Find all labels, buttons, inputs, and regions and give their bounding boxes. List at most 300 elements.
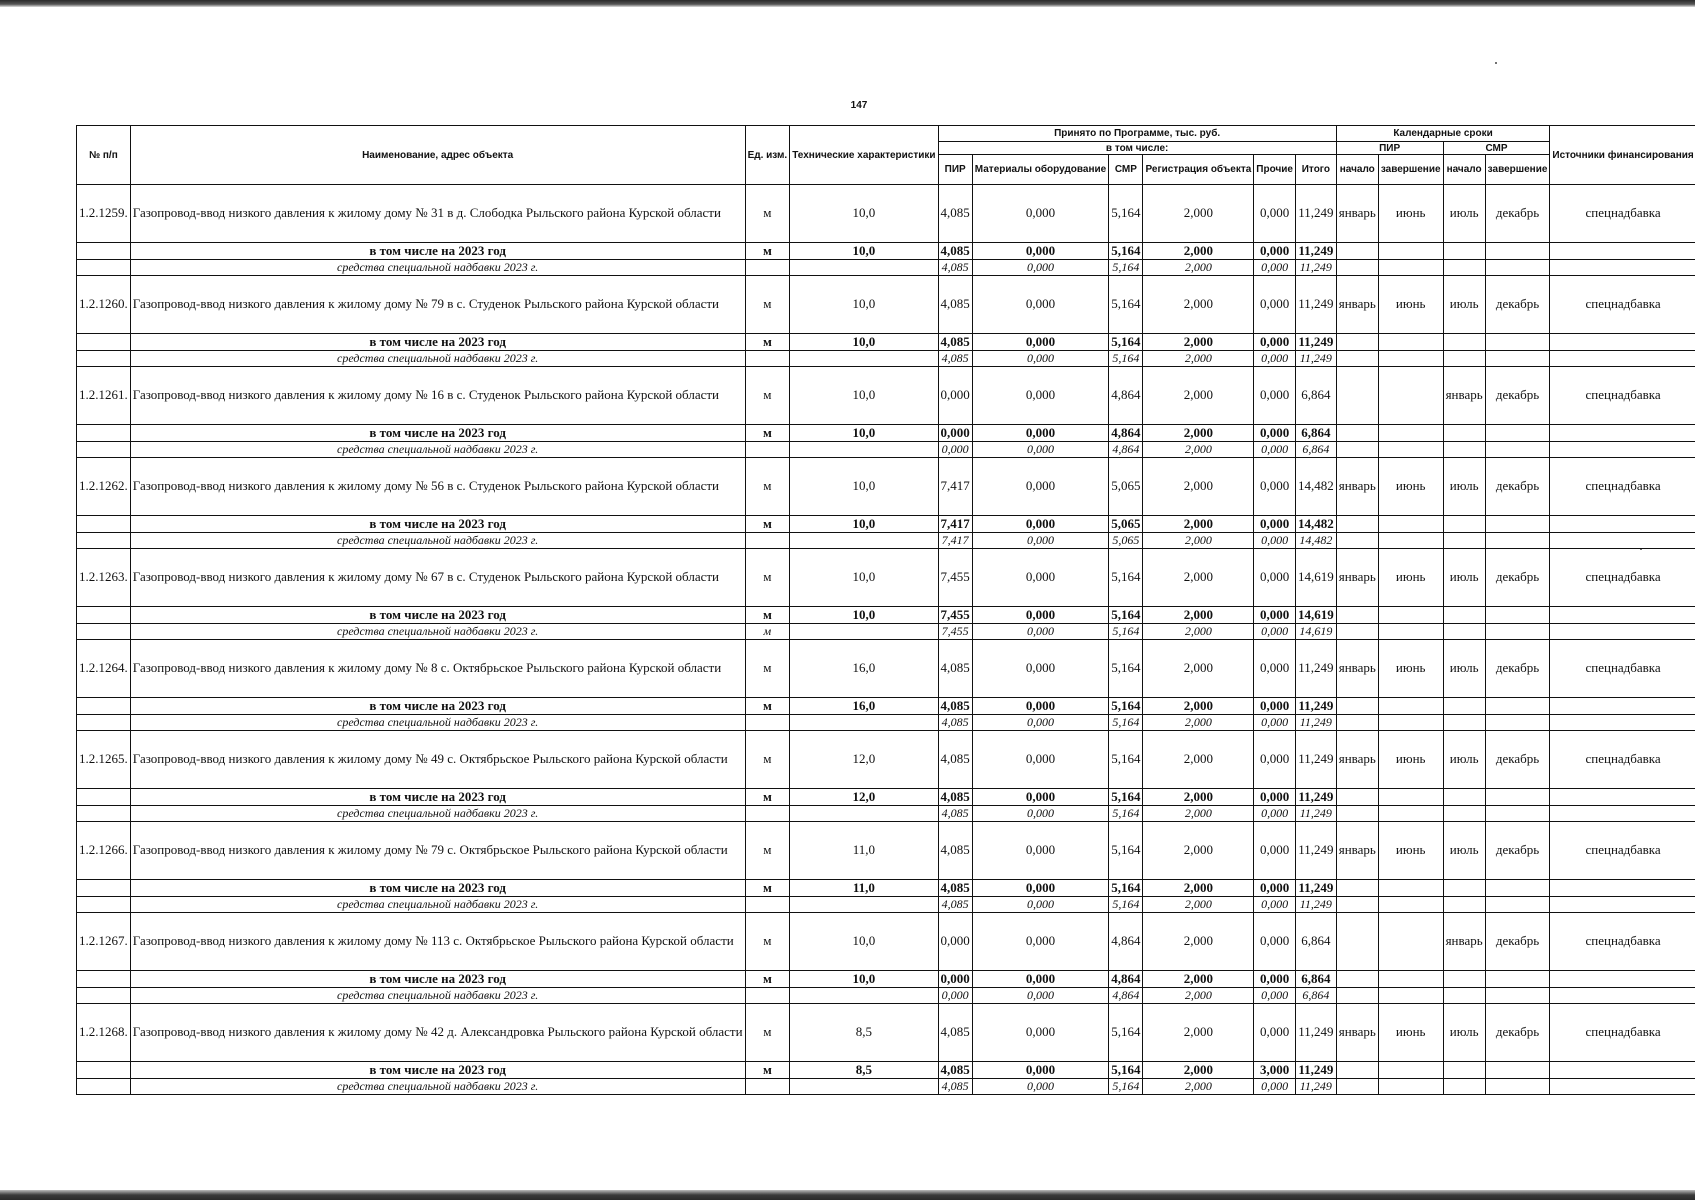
year-subtotal-row xyxy=(77,971,1695,988)
tech-cell: 10,0 xyxy=(790,425,938,442)
materials-cell: 0,000 xyxy=(972,243,1108,260)
pir-end-cell xyxy=(1378,533,1443,549)
pir-end-cell xyxy=(1378,988,1443,1004)
other-cell: 0,000 xyxy=(1254,185,1296,243)
header-materials: Материалы оборудование xyxy=(972,155,1108,185)
header-unit: Ед. изм. xyxy=(745,126,790,185)
materials-cell: 0,000 xyxy=(972,260,1108,276)
row-number xyxy=(77,351,131,367)
other-cell: 0,000 xyxy=(1254,789,1296,806)
pir-cell: 7,455 xyxy=(938,549,972,607)
source-cell xyxy=(1550,516,1695,533)
fund-label: средства специальной надбавки 2023 г. xyxy=(130,806,745,822)
fund-label: средства специальной надбавки 2023 г. xyxy=(130,351,745,367)
pir-start-cell xyxy=(1336,789,1378,806)
smr-cell: 5,164 xyxy=(1109,789,1143,806)
object-name: Газопровод-ввод низкого давления к жилому дому № 113 с. Октябрьское Рыльского района Курской области xyxy=(130,913,745,971)
total-cell: 6,864 xyxy=(1295,971,1336,988)
row-number xyxy=(77,880,131,897)
pir-start-cell xyxy=(1336,425,1378,442)
materials-cell: 0,000 xyxy=(972,731,1108,789)
other-cell: 3,000 xyxy=(1254,1062,1296,1079)
row-number xyxy=(77,334,131,351)
smr-end-cell xyxy=(1485,789,1550,806)
pir-end-cell: июнь xyxy=(1378,458,1443,516)
smr-start-cell xyxy=(1443,607,1485,624)
smr-end-cell: декабрь xyxy=(1485,185,1550,243)
unit-cell: м xyxy=(745,789,790,806)
object-name: Газопровод-ввод низкого давления к жилому дому № 31 в д. Слободка Рыльского района Курской области xyxy=(130,185,745,243)
smr-cell: 5,065 xyxy=(1109,458,1143,516)
source-cell xyxy=(1550,260,1695,276)
row-number xyxy=(77,789,131,806)
smr-start-cell: июль xyxy=(1443,549,1485,607)
other-cell: 0,000 xyxy=(1254,731,1296,789)
header-cal-smr: СМР xyxy=(1443,142,1550,155)
pir-cell: 4,085 xyxy=(938,897,972,913)
smr-end-cell: декабрь xyxy=(1485,913,1550,971)
registration-cell: 2,000 xyxy=(1143,1062,1254,1079)
other-cell: 0,000 xyxy=(1254,425,1296,442)
materials-cell: 0,000 xyxy=(972,640,1108,698)
pir-end-cell xyxy=(1378,715,1443,731)
registration-cell: 2,000 xyxy=(1143,351,1254,367)
other-cell: 0,000 xyxy=(1254,822,1296,880)
subtotal-label: в том числе на 2023 год xyxy=(130,789,745,806)
row-number xyxy=(77,971,131,988)
smr-end-cell xyxy=(1485,1062,1550,1079)
source-cell: спецнадбавка xyxy=(1550,731,1695,789)
pir-cell: 7,455 xyxy=(938,624,972,640)
smr-start-cell: январь xyxy=(1443,367,1485,425)
pir-end-cell xyxy=(1378,607,1443,624)
pir-end-cell xyxy=(1378,624,1443,640)
pir-start-cell xyxy=(1336,1062,1378,1079)
unit-cell: м xyxy=(745,731,790,789)
other-cell: 0,000 xyxy=(1254,334,1296,351)
year-subtotal-row xyxy=(77,698,1695,715)
smr-start-cell xyxy=(1443,971,1485,988)
unit-cell: м xyxy=(745,1004,790,1062)
smr-end-cell xyxy=(1485,260,1550,276)
subtotal-label: в том числе на 2023 год xyxy=(130,880,745,897)
row-number: 1.2.1268. xyxy=(77,1004,131,1062)
tech-cell xyxy=(790,351,938,367)
materials-cell: 0,000 xyxy=(972,715,1108,731)
registration-cell: 2,000 xyxy=(1143,334,1254,351)
scan-edge-bottom xyxy=(0,1190,1695,1200)
smr-cell: 5,164 xyxy=(1109,806,1143,822)
year-subtotal-row xyxy=(77,425,1695,442)
tech-cell xyxy=(790,533,938,549)
materials-cell: 0,000 xyxy=(972,698,1108,715)
total-cell: 11,249 xyxy=(1295,243,1336,260)
other-cell: 0,000 xyxy=(1254,1004,1296,1062)
source-cell: спецнадбавка xyxy=(1550,549,1695,607)
object-row xyxy=(77,731,1695,789)
smr-start-cell xyxy=(1443,988,1485,1004)
total-cell: 11,249 xyxy=(1295,276,1336,334)
total-cell: 14,619 xyxy=(1295,549,1336,607)
pir-cell: 4,085 xyxy=(938,351,972,367)
smr-cell: 5,164 xyxy=(1109,897,1143,913)
other-cell: 0,000 xyxy=(1254,1079,1296,1095)
row-number xyxy=(77,516,131,533)
smr-cell: 5,164 xyxy=(1109,640,1143,698)
materials-cell: 0,000 xyxy=(972,1079,1108,1095)
total-cell: 6,864 xyxy=(1295,367,1336,425)
header-sources: Источники финансирования xyxy=(1550,126,1695,185)
smr-start-cell: июль xyxy=(1443,640,1485,698)
materials-cell: 0,000 xyxy=(972,185,1108,243)
smr-end-cell xyxy=(1485,243,1550,260)
pir-end-cell xyxy=(1378,516,1443,533)
unit-cell: м xyxy=(745,243,790,260)
subtotal-label: в том числе на 2023 год xyxy=(130,334,745,351)
object-name: Газопровод-ввод низкого давления к жилому дому № 79 в с. Студенок Рыльского района Курской области xyxy=(130,276,745,334)
source-cell xyxy=(1550,243,1695,260)
pir-end-cell: июнь xyxy=(1378,549,1443,607)
materials-cell: 0,000 xyxy=(972,334,1108,351)
tech-cell: 10,0 xyxy=(790,243,938,260)
registration-cell: 2,000 xyxy=(1143,607,1254,624)
total-cell: 11,249 xyxy=(1295,715,1336,731)
registration-cell: 2,000 xyxy=(1143,185,1254,243)
pir-end-cell: июнь xyxy=(1378,640,1443,698)
fund-source-row xyxy=(77,715,1695,731)
unit-cell: м xyxy=(745,516,790,533)
materials-cell: 0,000 xyxy=(972,442,1108,458)
subtotal-label: в том числе на 2023 год xyxy=(130,971,745,988)
other-cell: 0,000 xyxy=(1254,351,1296,367)
smr-end-cell xyxy=(1485,533,1550,549)
smr-end-cell: декабрь xyxy=(1485,1004,1550,1062)
smr-cell: 5,065 xyxy=(1109,516,1143,533)
year-subtotal-row xyxy=(77,243,1695,260)
registration-cell: 2,000 xyxy=(1143,880,1254,897)
smr-cell: 5,164 xyxy=(1109,1004,1143,1062)
smr-end-cell xyxy=(1485,698,1550,715)
smr-start-cell xyxy=(1443,442,1485,458)
row-number: 1.2.1261. xyxy=(77,367,131,425)
unit-cell: м xyxy=(745,913,790,971)
pir-start-cell xyxy=(1336,897,1378,913)
smr-start-cell: июль xyxy=(1443,1004,1485,1062)
total-cell: 11,249 xyxy=(1295,185,1336,243)
materials-cell: 0,000 xyxy=(972,880,1108,897)
pir-start-cell xyxy=(1336,367,1378,425)
smr-cell: 5,164 xyxy=(1109,1062,1143,1079)
smr-end-cell xyxy=(1485,624,1550,640)
total-cell: 6,864 xyxy=(1295,442,1336,458)
unit-cell: м xyxy=(745,607,790,624)
tech-cell: 11,0 xyxy=(790,880,938,897)
pir-cell: 4,085 xyxy=(938,789,972,806)
tech-cell: 11,0 xyxy=(790,822,938,880)
other-cell: 0,000 xyxy=(1254,971,1296,988)
pir-start-cell xyxy=(1336,351,1378,367)
fund-label: средства специальной надбавки 2023 г. xyxy=(130,715,745,731)
pir-end-cell xyxy=(1378,260,1443,276)
unit-cell xyxy=(745,715,790,731)
pir-start-cell: январь xyxy=(1336,458,1378,516)
smr-end-cell xyxy=(1485,516,1550,533)
program-table xyxy=(76,125,1695,1095)
object-row xyxy=(77,458,1695,516)
tech-cell: 10,0 xyxy=(790,334,938,351)
total-cell: 11,249 xyxy=(1295,334,1336,351)
total-cell: 11,249 xyxy=(1295,698,1336,715)
pir-end-cell xyxy=(1378,367,1443,425)
unit-cell: м xyxy=(745,185,790,243)
materials-cell: 0,000 xyxy=(972,351,1108,367)
pir-start-cell xyxy=(1336,880,1378,897)
smr-cell: 5,164 xyxy=(1109,822,1143,880)
pir-end-cell xyxy=(1378,698,1443,715)
header-including: в том числе: xyxy=(938,142,1336,155)
materials-cell: 0,000 xyxy=(972,533,1108,549)
total-cell: 11,249 xyxy=(1295,1079,1336,1095)
pir-cell: 7,417 xyxy=(938,516,972,533)
header-other: Прочие xyxy=(1254,155,1296,185)
pir-cell: 4,085 xyxy=(938,334,972,351)
row-number: 1.2.1267. xyxy=(77,913,131,971)
materials-cell: 0,000 xyxy=(972,425,1108,442)
smr-cell: 5,164 xyxy=(1109,243,1143,260)
total-cell: 6,864 xyxy=(1295,988,1336,1004)
smr-end-cell xyxy=(1485,880,1550,897)
source-cell: спецнадбавка xyxy=(1550,913,1695,971)
pir-end-cell xyxy=(1378,1062,1443,1079)
pir-start-cell xyxy=(1336,243,1378,260)
object-row xyxy=(77,549,1695,607)
year-subtotal-row xyxy=(77,880,1695,897)
pir-start-cell: январь xyxy=(1336,276,1378,334)
pir-start-cell xyxy=(1336,971,1378,988)
pir-end-cell: июнь xyxy=(1378,276,1443,334)
unit-cell: м xyxy=(745,880,790,897)
tech-cell: 12,0 xyxy=(790,789,938,806)
pir-start-cell: январь xyxy=(1336,640,1378,698)
row-number xyxy=(77,425,131,442)
pir-cell: 4,085 xyxy=(938,715,972,731)
row-number xyxy=(77,607,131,624)
unit-cell: м xyxy=(745,698,790,715)
materials-cell: 0,000 xyxy=(972,971,1108,988)
smr-end-cell xyxy=(1485,988,1550,1004)
pir-cell: 0,000 xyxy=(938,442,972,458)
unit-cell xyxy=(745,806,790,822)
registration-cell: 2,000 xyxy=(1143,715,1254,731)
row-number: 1.2.1260. xyxy=(77,276,131,334)
smr-start-cell: июль xyxy=(1443,276,1485,334)
source-cell: спецнадбавка xyxy=(1550,276,1695,334)
table-body xyxy=(77,185,1695,1095)
header-num: № п/п xyxy=(77,126,131,185)
pir-end-cell xyxy=(1378,789,1443,806)
source-cell xyxy=(1550,351,1695,367)
tech-cell xyxy=(790,260,938,276)
smr-cell: 4,864 xyxy=(1109,913,1143,971)
smr-end-cell xyxy=(1485,1079,1550,1095)
header-tech: Технические характеристики xyxy=(790,126,938,185)
total-cell: 14,619 xyxy=(1295,607,1336,624)
pir-end-cell: июнь xyxy=(1378,822,1443,880)
tech-cell: 10,0 xyxy=(790,607,938,624)
smr-cell: 4,864 xyxy=(1109,425,1143,442)
smr-end-cell xyxy=(1485,334,1550,351)
fund-source-row xyxy=(77,1079,1695,1095)
subtotal-label: в том числе на 2023 год xyxy=(130,607,745,624)
smr-start-cell xyxy=(1443,260,1485,276)
fund-label: средства специальной надбавки 2023 г. xyxy=(130,624,745,640)
fund-label: средства специальной надбавки 2023 г. xyxy=(130,897,745,913)
registration-cell: 2,000 xyxy=(1143,897,1254,913)
source-cell: спецнадбавка xyxy=(1550,367,1695,425)
materials-cell: 0,000 xyxy=(972,806,1108,822)
smr-cell: 5,164 xyxy=(1109,731,1143,789)
pir-cell: 4,085 xyxy=(938,1062,972,1079)
tech-cell: 10,0 xyxy=(790,367,938,425)
source-cell xyxy=(1550,533,1695,549)
header-total: Итого xyxy=(1295,155,1336,185)
total-cell: 11,249 xyxy=(1295,731,1336,789)
smr-end-cell: декабрь xyxy=(1485,731,1550,789)
header-smr: СМР xyxy=(1109,155,1143,185)
registration-cell: 2,000 xyxy=(1143,624,1254,640)
header-name: Наименование, адрес объекта xyxy=(130,126,745,185)
materials-cell: 0,000 xyxy=(972,607,1108,624)
fund-label: средства специальной надбавки 2023 г. xyxy=(130,442,745,458)
scan-edge-top xyxy=(0,0,1695,7)
smr-end-cell xyxy=(1485,607,1550,624)
total-cell: 11,249 xyxy=(1295,1062,1336,1079)
pir-end-cell: июнь xyxy=(1378,185,1443,243)
row-number: 1.2.1259. xyxy=(77,185,131,243)
smr-start-cell xyxy=(1443,715,1485,731)
smr-cell: 5,164 xyxy=(1109,549,1143,607)
smr-start-cell: июль xyxy=(1443,458,1485,516)
header-pir: ПИР xyxy=(938,155,972,185)
smr-start-cell xyxy=(1443,624,1485,640)
object-row xyxy=(77,367,1695,425)
fund-source-row xyxy=(77,533,1695,549)
source-cell: спецнадбавка xyxy=(1550,185,1695,243)
registration-cell: 2,000 xyxy=(1143,458,1254,516)
materials-cell: 0,000 xyxy=(972,1004,1108,1062)
smr-start-cell xyxy=(1443,806,1485,822)
other-cell: 0,000 xyxy=(1254,533,1296,549)
registration-cell: 2,000 xyxy=(1143,1079,1254,1095)
object-name: Газопровод-ввод низкого давления к жилому дому № 49 с. Октябрьское Рыльского района Курской области xyxy=(130,731,745,789)
object-name: Газопровод-ввод низкого давления к жилому дому № 67 в с. Студенок Рыльского района Курской области xyxy=(130,549,745,607)
tech-cell: 8,5 xyxy=(790,1062,938,1079)
row-number xyxy=(77,1062,131,1079)
pir-start-cell xyxy=(1336,260,1378,276)
pir-start-cell: январь xyxy=(1336,549,1378,607)
fund-source-row xyxy=(77,988,1695,1004)
source-cell: спецнадбавка xyxy=(1550,822,1695,880)
total-cell: 14,482 xyxy=(1295,458,1336,516)
fund-source-row xyxy=(77,897,1695,913)
registration-cell: 2,000 xyxy=(1143,1004,1254,1062)
other-cell: 0,000 xyxy=(1254,715,1296,731)
row-number: 1.2.1264. xyxy=(77,640,131,698)
registration-cell: 2,000 xyxy=(1143,971,1254,988)
pir-start-cell: январь xyxy=(1336,1004,1378,1062)
pir-cell: 0,000 xyxy=(938,367,972,425)
smr-end-cell: декабрь xyxy=(1485,367,1550,425)
object-row xyxy=(77,640,1695,698)
source-cell xyxy=(1550,1079,1695,1095)
tech-cell xyxy=(790,988,938,1004)
subtotal-label: в том числе на 2023 год xyxy=(130,243,745,260)
smr-end-cell xyxy=(1485,442,1550,458)
materials-cell: 0,000 xyxy=(972,516,1108,533)
materials-cell: 0,000 xyxy=(972,789,1108,806)
registration-cell: 2,000 xyxy=(1143,243,1254,260)
row-number xyxy=(77,243,131,260)
fund-source-row xyxy=(77,351,1695,367)
smr-start-cell xyxy=(1443,698,1485,715)
tech-cell xyxy=(790,806,938,822)
source-cell xyxy=(1550,698,1695,715)
pir-cell: 4,085 xyxy=(938,276,972,334)
pir-end-cell xyxy=(1378,971,1443,988)
smr-start-cell: июль xyxy=(1443,185,1485,243)
other-cell: 0,000 xyxy=(1254,624,1296,640)
year-subtotal-row xyxy=(77,607,1695,624)
tech-cell xyxy=(790,624,938,640)
total-cell: 11,249 xyxy=(1295,806,1336,822)
other-cell: 0,000 xyxy=(1254,698,1296,715)
unit-cell: м xyxy=(745,822,790,880)
pir-start-cell xyxy=(1336,1079,1378,1095)
header-smr-start: начало xyxy=(1443,155,1485,185)
registration-cell: 2,000 xyxy=(1143,698,1254,715)
registration-cell: 2,000 xyxy=(1143,549,1254,607)
pir-end-cell xyxy=(1378,351,1443,367)
other-cell: 0,000 xyxy=(1254,897,1296,913)
materials-cell: 0,000 xyxy=(972,913,1108,971)
pir-cell: 4,085 xyxy=(938,806,972,822)
fund-label: средства специальной надбавки 2023 г. xyxy=(130,1079,745,1095)
source-cell xyxy=(1550,624,1695,640)
other-cell: 0,000 xyxy=(1254,276,1296,334)
smr-cell: 5,164 xyxy=(1109,351,1143,367)
materials-cell: 0,000 xyxy=(972,1062,1108,1079)
object-name: Газопровод-ввод низкого давления к жилому дому № 56 в с. Студенок Рыльского района Курской области xyxy=(130,458,745,516)
tech-cell: 10,0 xyxy=(790,549,938,607)
smr-cell: 5,065 xyxy=(1109,533,1143,549)
row-number xyxy=(77,533,131,549)
pir-cell: 4,085 xyxy=(938,1079,972,1095)
source-cell xyxy=(1550,897,1695,913)
unit-cell xyxy=(745,897,790,913)
unit-cell: м xyxy=(745,1062,790,1079)
source-cell xyxy=(1550,442,1695,458)
other-cell: 0,000 xyxy=(1254,458,1296,516)
registration-cell: 2,000 xyxy=(1143,731,1254,789)
total-cell: 11,249 xyxy=(1295,640,1336,698)
pir-start-cell xyxy=(1336,698,1378,715)
total-cell: 11,249 xyxy=(1295,351,1336,367)
tech-cell xyxy=(790,715,938,731)
pir-start-cell: январь xyxy=(1336,185,1378,243)
pir-end-cell xyxy=(1378,913,1443,971)
tech-cell xyxy=(790,442,938,458)
other-cell: 0,000 xyxy=(1254,806,1296,822)
